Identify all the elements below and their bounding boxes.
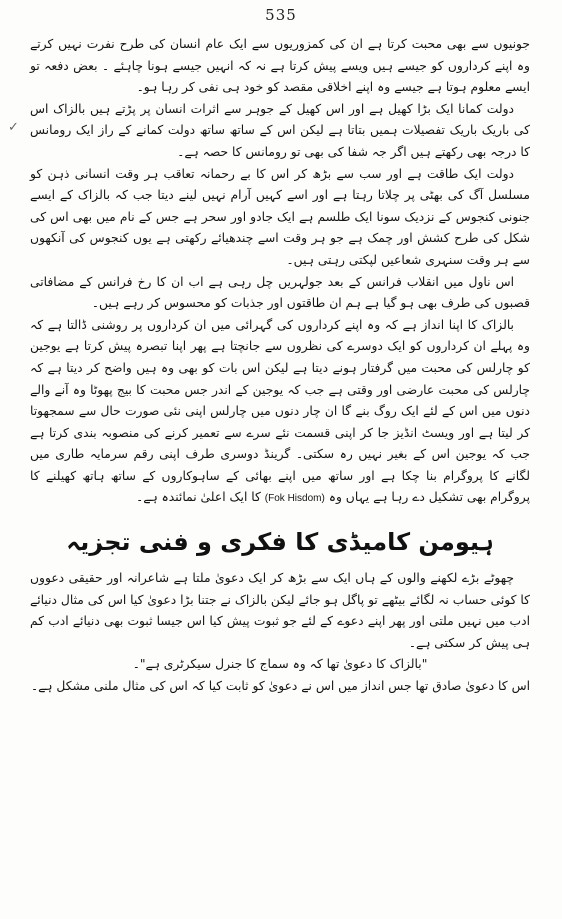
latin-term: (Fok Hisdom) <box>264 493 325 505</box>
quotation: "بالزاک کا دعویٰ تھا کہ وہ سماج کا جنرل سیکرٹری ہے"۔ <box>132 657 428 672</box>
page-number: 535 <box>265 6 297 24</box>
paragraph: جونیوں سے بھی محبت کرتا ہے ان کی کمزوریوں سے ایک عام انسان کی طرح نفرت نہیں کرتے وہ اپنے کرداروں کو جیسے ہیں ویسے پیش کرتا ہے نہ کہ انہیں جیسے ہونا چاہئے ۔ بعض دفعہ تو ایسے معلوم ہوتا ہے جیسے وہ اپنے اخلاقی مقصد کو خود ہی نفی کر رہا ہو۔ <box>30 37 530 95</box>
section-heading: ہیومن کامیڈی کا فکری و فنی تجزیہ <box>66 528 494 557</box>
paragraph: اس ناول میں انقلاب فرانس کے بعد جولہریں چل رہی ہے اب ان کا رخ فرانس کے مضافاتی قصبوں کی طرف بھی ہو گیا ہے ہم ان طاقتوں اور جذبات کو محسوس کر رہے ہیں۔ <box>30 274 530 311</box>
closing-line: اس کا دعویٰ صادق تھا جس انداز میں اس نے دعویٰ کو ثابت کیا کہ اس کی مثال ملنی مشکل ہے۔ <box>30 679 530 694</box>
paragraph: چھوٹے بڑے لکھنے والوں کے ہاں ایک سے بڑھ کر ایک دعویٰ ملتا ہے شاعرانہ اور حقیقی دعووں کا کوئی حساب نہ لگائے بیٹھے تو پاگل ہو جائے لیکن بالزاک نے جتنا بڑا دعویٰ کیا اس کی مثال دنیائے ادب میں نہیں ملتی اور پھر اپنے دعوے کے لئے جو ثبوت پیش کیا اس جیسا ثبوت بھی دنیائے ادب کم ہی پیش کر سکتی ہے۔ <box>30 571 530 650</box>
paragraph-text-end: کا ایک اعلیٰ نمائندہ ہے۔ <box>136 490 261 505</box>
paragraph: دولت ایک طاقت ہے اور سب سے بڑھ کر اس کا بے رحمانہ تعاقب ہر وقت انسانی ذہن کو مسلسل آگ کی بھٹی پر چلاتا رہتا ہے اور اسے کہیں آرام نہیں لینے دیتا جب کہ بالزاک کے ایسے جنونی کنجوس کے نزدیک سونا ایک طلسم ہے ایک جادو اور سحر ہے جس کے نام میں بھی اس کی شکل کی طرح کشش اور چمک ہے جو ہر وقت اسے چندھیائے رکھتی ہے یوں کنجوس کی آنکھوں سے ہر وقت سنہری شعاعیں لپکتی رہتی ہیں۔ <box>30 166 530 267</box>
paragraph-text: بالزاک کا اپنا انداز ہے کہ وہ اپنے کرداروں کی گہرائی میں ان کرداروں پر روشنی ڈالتا ہے کہ وہ پہلے ان کرداروں کو ایک دوسرے کی نظروں سے جانچتا ہے پھر اپنا تبصرہ پیش کرتا ہے یوجین کو چارلس کی محبت میں گرفتار ہونے دیتا ہے لیکن اس بات کو بھی وہ ہیں واضح کر دیتا ہے کہ چارلس کی محبت عارضی اور وقتی ہے جب کہ یوجین کے اندر جس محبت کا بیج پھوٹا وہ آنے والے دنوں میں اس کے لئے ایک روگ بنے گا ان چار دنوں میں چارلس اپنی نئی صورت حال سے سمجھوتا کر لیتا ہے اور ویسٹ انڈیز جا کر اپنی قسمت نئے سرے سے تعمیر کرنے کی منصوبہ بندی کرتا ہے جب کہ یوجین اس کے بغیر نہیں رہ سکتی۔ گرینڈ دوسری طرف اپنی رقم سرمایہ طاری میں لگانے کا پروگرام بنا چکا ہے اور ساتھ میں اپنے بھائی کے ساہوکاروں کے ساتھ ہاتھ کھیلنے کا پروگرام بھی تشکیل دے رہا ہے یہاں وہ <box>30 317 530 505</box>
paragraph <box>30 315 530 510</box>
paragraph: دولت کمانا ایک بڑا کھیل ہے اور اس کھیل کے جوہر سے اثرات انسان پر پڑتے ہیں بالزاک اس کی باریک باریک تفصیلات ہمیں بتاتا ہے لیکن اس کے ساتھ ساتھ دولت کمانے کے راز ایک رومانس کا درجہ بھی رکھتے ہیں اگر جہ شفا کی بھی تو رومانس کا حصہ ہے۔ <box>30 101 530 159</box>
margin-tick-mark-icon: ✓ <box>8 120 19 135</box>
page-body <box>30 34 530 698</box>
